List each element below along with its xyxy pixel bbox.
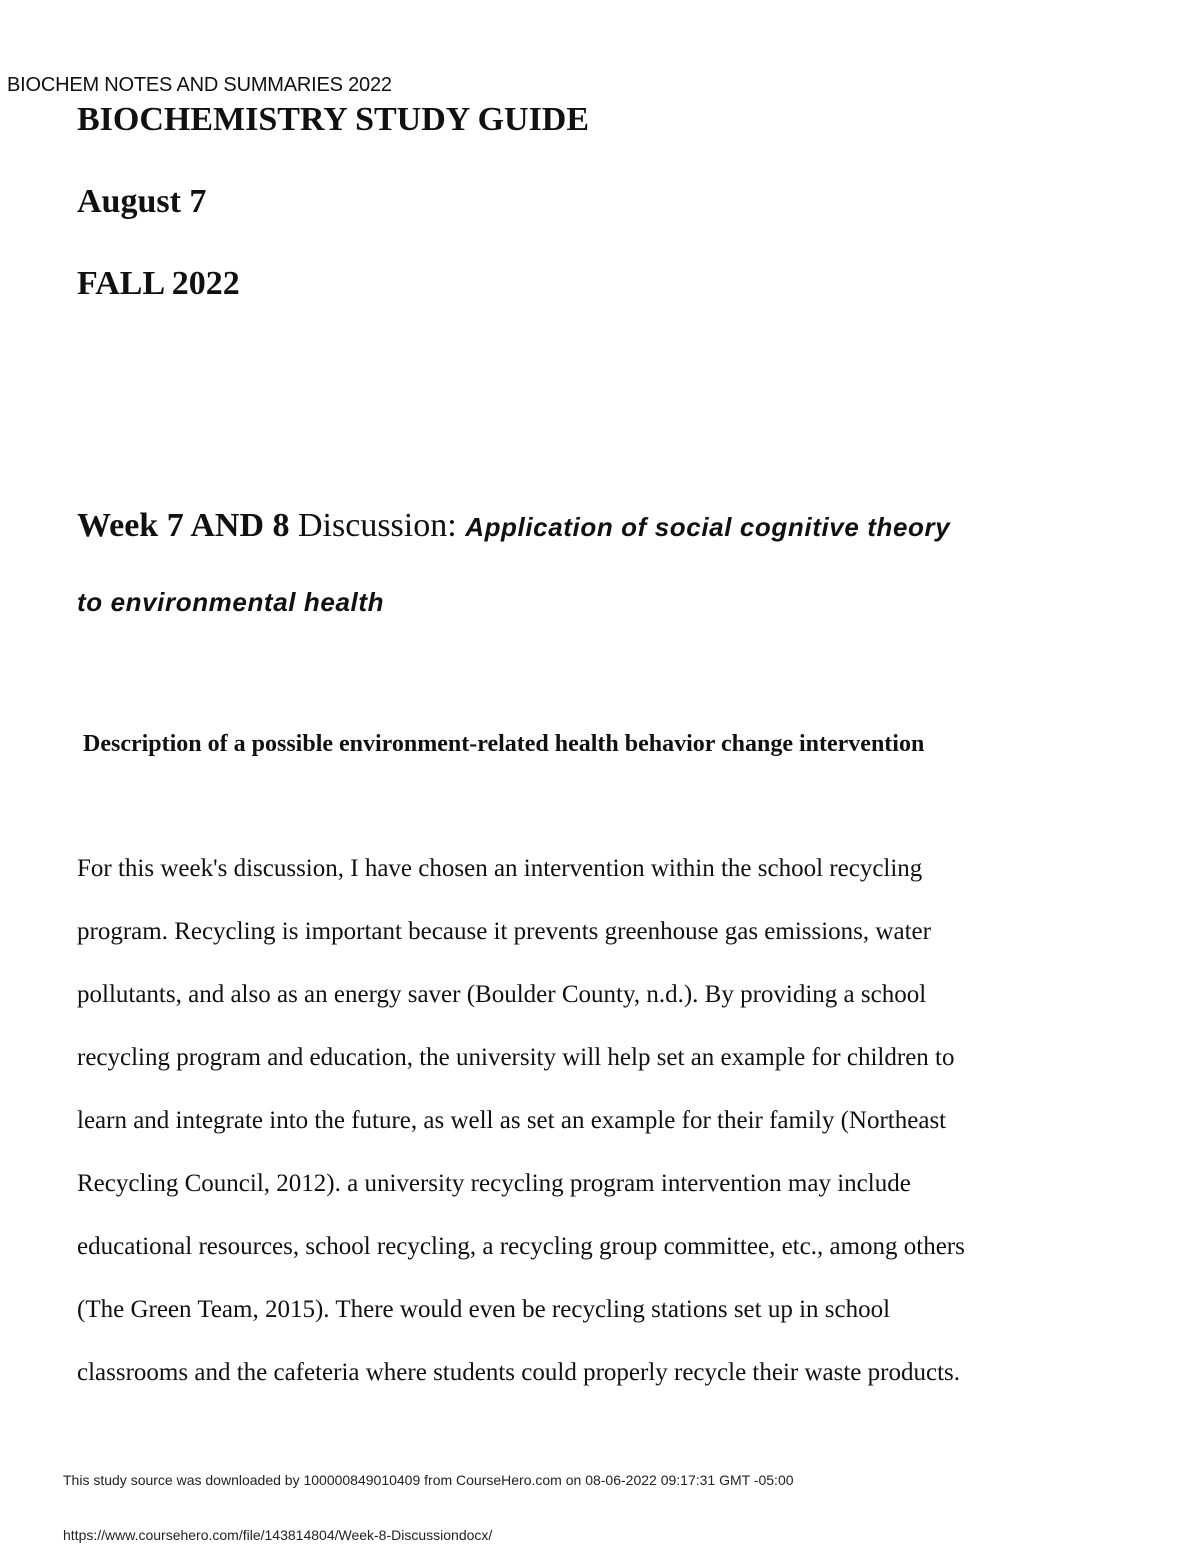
footer-url[interactable]: https://www.coursehero.com/file/143814804/Week-8-Discussiondocx/ [63, 1527, 493, 1543]
footer-source-note: This study source was downloaded by 100000849010409 from CourseHero.com on 08-06-2022 09:17:31 GMT -05:00 [63, 1472, 794, 1488]
body-line: pollutants, and also as an energy saver (Boulder County, n.d.). By providing a school [77, 981, 927, 1008]
discussion-week: Week 7 AND 8 [77, 507, 290, 544]
body-line: program. Recycling is important because it prevents greenhouse gas emissions, water [77, 918, 931, 945]
body-line: recycling program and education, the university will help set an example for children to [77, 1044, 955, 1071]
discussion-word: Discussion [298, 507, 448, 544]
discussion-topic-line-2: to environmental health [77, 587, 385, 617]
body-line: (The Green Team, 2015). There would even be recycling stations set up in school [77, 1296, 891, 1323]
discussion-separator: : [447, 507, 466, 544]
discussion-heading [77, 507, 950, 545]
discussion-week-label [77, 507, 465, 544]
document-term: FALL 2022 [77, 265, 240, 302]
discussion-topic-line-1: Application of social cognitive theory [465, 512, 951, 542]
section-heading: Description of a possible environment-related health behavior change intervention [83, 731, 925, 757]
document-title: BIOCHEMISTRY STUDY GUIDE [77, 101, 590, 138]
running-header: BIOCHEM NOTES AND SUMMARIES 2022 [7, 74, 392, 96]
body-line: Recycling Council, 2012). a university recycling program intervention may include [77, 1170, 911, 1197]
body-line: classrooms and the cafeteria where students could properly recycle their waste products. [77, 1359, 960, 1386]
discussion-topic-continuation [77, 587, 384, 618]
body-line: educational resources, school recycling, a recycling group committee, etc., among others [77, 1233, 965, 1260]
body-line: For this week's discussion, I have chosen an intervention within the school recycling [77, 855, 923, 882]
document-date: August 7 [77, 183, 207, 220]
body-line: learn and integrate into the future, as well as set an example for their family (Northeast [77, 1107, 947, 1134]
